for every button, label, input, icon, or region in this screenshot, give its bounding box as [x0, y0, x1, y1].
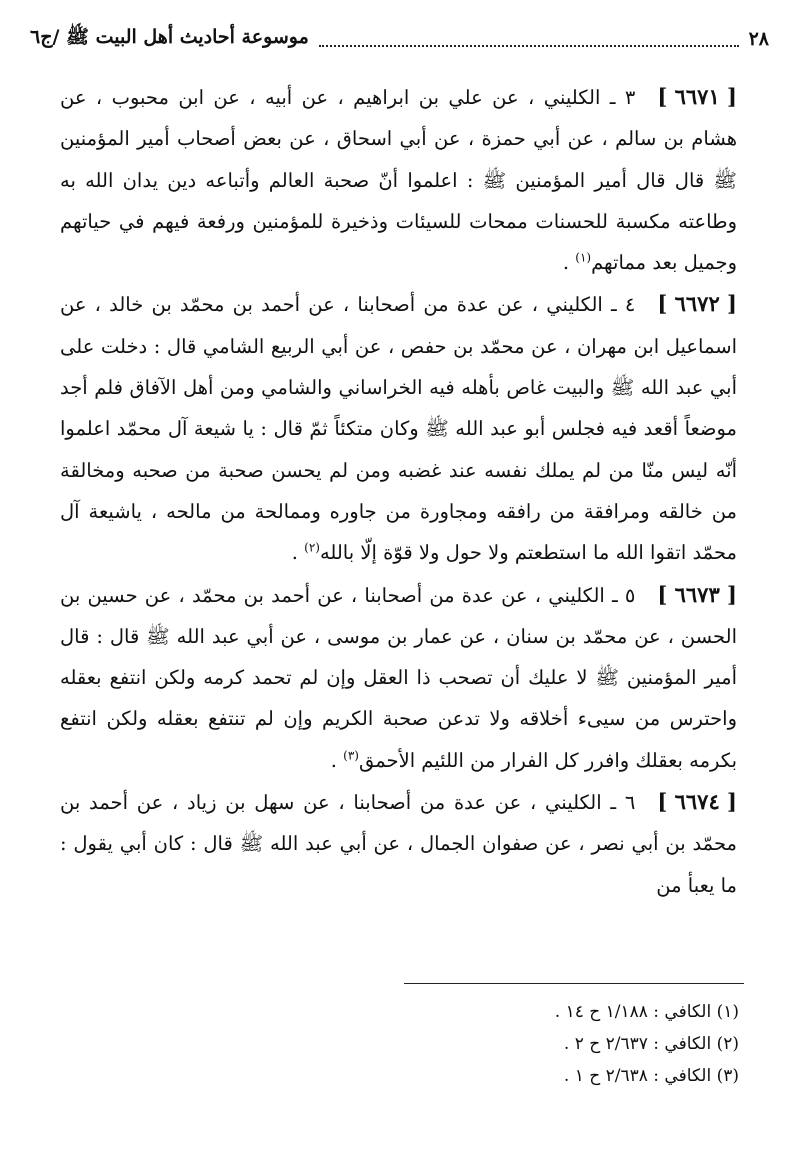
running-header	[30, 22, 769, 56]
footnote: (١) الكافي : ١/١٨٨ ح ١٤ .	[554, 1002, 739, 1022]
hadith-entry	[60, 76, 737, 283]
hadith-entry	[60, 574, 737, 781]
hadith-text: ٣ ـ الكليني ، عن علي بن ابراهيم ، عن أبيه ، عن ابن محبوب ، عن هشام بن سالم ، عن أبي حمزة ، عن أبي اسحاق ، عن بعض أصحاب أمير المؤمنين ﷺ قال قال أمير المؤمنين ﷺ : اعلموا أنّ صحبة العالم وأتباعه دين يدان الله به وطاعته مكسبة للحسنات ممحات للسيئات وذخيرة للمؤمنين ورفعة فيهم في حياتهم وجميل بعد مماتهم	[60, 86, 737, 275]
footnote: (٣) الكافي : ٢/٦٣٨ ح ١ .	[563, 1066, 739, 1086]
hadith-entry	[60, 283, 737, 573]
hadith-end: .	[330, 748, 344, 772]
hadith-number: [ ٦٦٧٣ ]	[657, 581, 737, 607]
page-body	[60, 76, 737, 906]
hadith-entry	[60, 781, 737, 906]
hadith-end: .	[291, 541, 305, 565]
hadith-text: ٥ ـ الكليني ، عن عدة من أصحابنا ، عن أحمد بن محمّد ، عن حسين بن الحسن ، عن محمّد بن سنان ، عن عمار بن موسى ، عن أبي عبد الله ﷺ قال : قال أمير المؤمنين ﷺ لا عليك أن تصحب ذا العقل وإن لم تحمد كرمه ولكن انتفع بعقله واحترس من سيىء أخلاقه ولا تدعن صحبة الكريم وإن لم تنتفع بعقله ولكن انتفع بكرمه بعقلك وافرر كل الفرار من اللئيم الأحمق	[60, 583, 737, 772]
page-number: ٢٨	[748, 28, 769, 50]
book-title: موسوعة أحاديث أهل البيت ﷺ /ج٦	[30, 26, 309, 48]
hadith-end: .	[562, 251, 576, 275]
footnote-reference[interactable]: (٢)	[304, 540, 320, 555]
footnotes	[60, 996, 739, 1092]
footnote-reference[interactable]: (١)	[575, 250, 592, 265]
footnote-reference[interactable]: (٣)	[343, 748, 359, 763]
hadith-number: [ ٦٦٧٤ ]	[657, 789, 737, 815]
hadith-number: [ ٦٦٧١ ]	[657, 84, 737, 109]
header-dot-leader	[319, 31, 739, 47]
footnote: (٢) الكافي : ٢/٦٣٧ ح ٢ .	[563, 1034, 739, 1054]
footnote-separator	[404, 983, 744, 984]
hadith-text: ٤ ـ الكليني ، عن عدة من أصحابنا ، عن أحمد بن محمّد بن خالد ، عن اسماعيل ابن مهران ، عن محمّد بن حفص ، عن أبي الربيع الشامي قال : دخلت على أبي عبد الله ﷺ والبيت غاص بأهله فيه الخراساني والشامي ومن أهل الآفاق فلم أجد موضعاً أقعد فيه فجلس أبو عبد الله ﷺ وكان متكئاً ثمّ قال : يا شيعة آل محمّد اعلموا أنّه ليس منّا من لم يملك نفسه عند غضبه ومن لم يحسن صحبة من صحبه ومخالقة من خالقه ومرافقة من رافقه ومجاورة من جاوره وممالحة من مالحه ، ياشيعة آل محمّد اتقوا الله ما استطعتم ولا حول ولا قوّة إلّا بالله	[60, 293, 737, 565]
hadith-number: [ ٦٦٧٢ ]	[657, 291, 737, 317]
hadith-text: ٦ ـ الكليني ، عن عدة من أصحابنا ، عن سهل بن زياد ، عن أحمد بن محمّد بن أبي نصر ، عن صفوان الجمال ، عن أبي عبد الله ﷺ قال : كان أبي يقول : ما يعبأ من	[60, 791, 737, 897]
